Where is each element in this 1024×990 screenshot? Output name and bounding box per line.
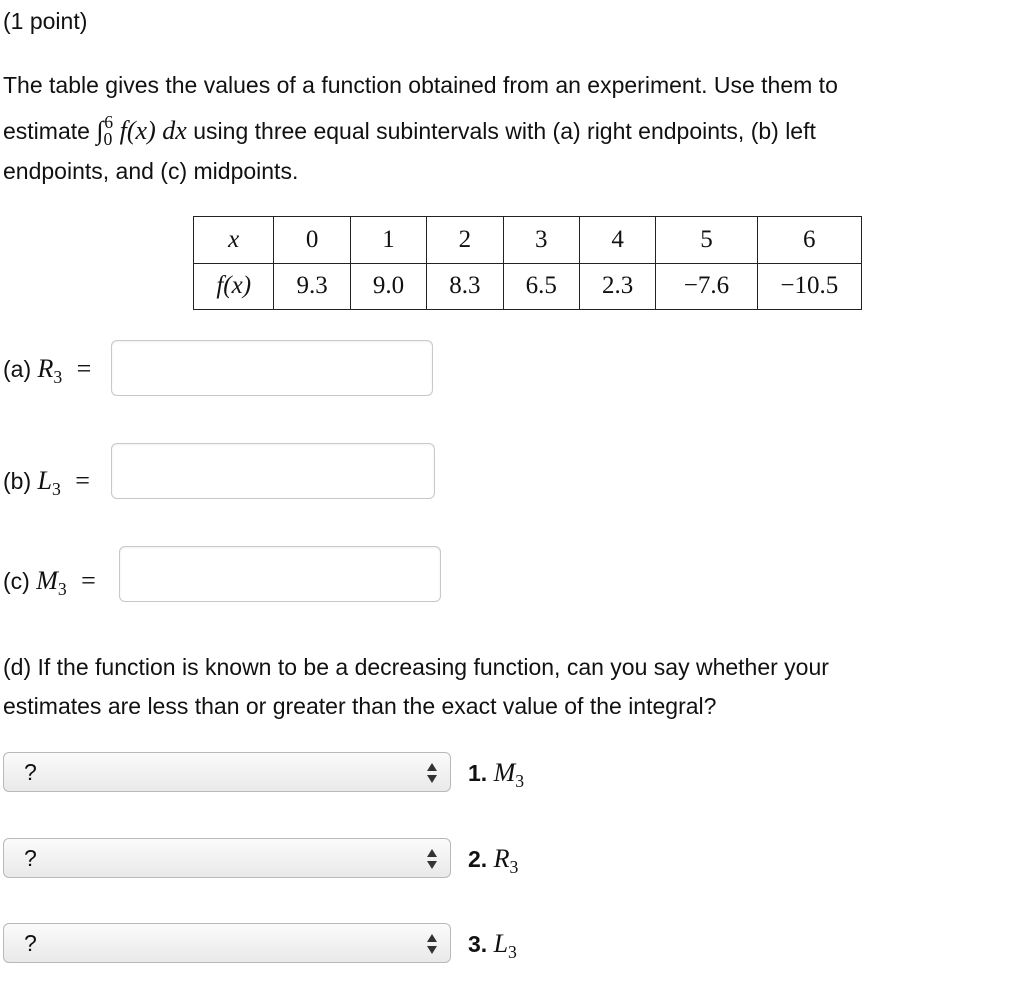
ranking-select-1[interactable] [3,752,451,792]
part-c-letter: (c) [3,568,30,594]
choice-sub: 3 [515,771,525,792]
choice-symbol [493,758,525,792]
part-a-letter: (a) [3,356,32,382]
choice-label-3 [468,929,517,963]
table-cell: 6.5 [503,263,579,310]
part-a-equals: = [76,354,92,383]
part-a-symbol [37,354,63,388]
answer-a-input[interactable] [111,340,433,396]
problem-line-1: The table gives the values of a function obtained from an experiment. Use them to [3,72,838,98]
select-value: ? [24,759,37,785]
problem-line-3: endpoints, and (c) midpoints. [3,158,299,184]
table-cell: −10.5 [757,263,861,310]
choice-label-1 [468,758,525,792]
part-a-sub: 3 [53,367,63,388]
integral-lower-bound: 0 [103,129,113,150]
values-table [193,216,862,310]
table-cell: −7.6 [656,263,757,310]
table-cell: 8.3 [427,263,503,310]
select-value: ? [24,930,37,956]
select-value: ? [24,845,37,871]
integral-upper-bound: 6 [104,111,114,132]
choice-number: 2. [468,846,488,872]
table-cell: 9.0 [350,263,426,310]
table-row-x [194,217,862,264]
part-b-equals: = [75,466,90,495]
updown-arrows-icon [426,848,438,870]
table-cell: x [194,217,274,264]
choice-sym: L [493,929,509,958]
problem-line-2-rest: using three equal subintervals with (a) right endpoints, (b) left [193,118,816,144]
part-b-symbol [37,466,61,500]
ranking-select-3[interactable] [3,923,451,963]
choice-sym: M [493,758,516,787]
choice-number: 1. [468,760,488,786]
choice-sub: 3 [509,857,519,878]
table-cell: 0 [274,217,350,264]
table-cell: 2 [427,217,503,264]
integrand: f(x) dx [119,116,187,145]
choice-label-2 [468,844,519,878]
part-b-letter: (b) [3,468,32,494]
part-d-line-1: (d) If the function is known to be a decreasing function, can you say whether your [3,654,829,680]
part-b-sym: L [37,466,52,495]
choice-symbol [493,844,519,878]
part-c-sym: M [36,566,58,595]
part-c-symbol [36,566,67,600]
ranking-select-2[interactable] [3,838,451,878]
table-cell: 6 [757,217,861,264]
part-c-label [3,559,96,605]
table-cell: 1 [350,217,426,264]
part-c-sub: 3 [57,579,67,600]
part-a-sym: R [37,354,54,383]
part-b-label [3,459,90,505]
table-row-f [194,263,862,310]
table-cell: 9.3 [274,263,350,310]
problem-line-2 [3,109,816,155]
answer-c-input[interactable] [119,546,441,602]
answer-b-input[interactable] [111,443,435,499]
table-cell: f(x) [194,263,274,310]
choice-number: 3. [468,931,488,957]
table-cell: 2.3 [579,263,655,310]
choice-symbol [493,929,517,963]
integral-expression [96,111,193,150]
choice-sub: 3 [508,942,517,963]
table-cell: 5 [656,217,757,264]
points-label: (1 point) [3,8,88,34]
part-b-sub: 3 [51,479,61,500]
table-cell: 3 [503,217,579,264]
problem-estimate-word: estimate [3,118,90,144]
part-d-line-2: estimates are less than or greater than the exact value of the integral? [3,693,717,719]
updown-arrows-icon [426,933,438,955]
table-cell: 4 [579,217,655,264]
updown-arrows-icon [426,762,438,784]
choice-sym: R [493,844,510,873]
integral-sign-icon: ∫ [96,116,104,145]
part-c-equals: = [81,566,96,595]
part-a-label [3,347,91,393]
